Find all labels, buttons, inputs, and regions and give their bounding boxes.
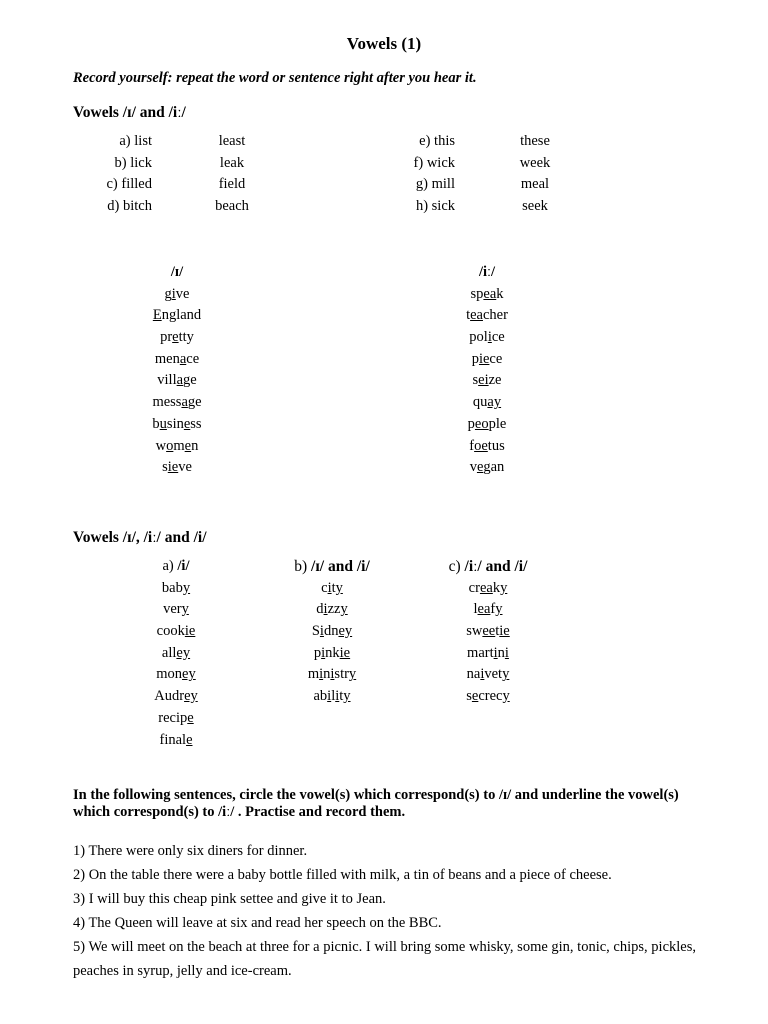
word: foetus [469, 437, 505, 454]
word: money [156, 666, 196, 683]
pair-row: a) list least [119, 133, 246, 149]
word: martini [467, 644, 509, 661]
exercise-instruction: In the following sentences, circle the vowel(s) which correspond(s) to /ɪ/ and underline the vowel(s) which correspond(s) to /iː/ . Practise and record them. [73, 787, 679, 820]
word: piece [471, 350, 503, 367]
column-header: a) /i/ [162, 558, 190, 574]
left-minimal-pairs [60, 131, 260, 218]
section1-heading: Vowels /ɪ/ and /iː/ [73, 104, 186, 121]
word: alley [161, 644, 191, 661]
ih-word-column [107, 262, 247, 479]
word: vegan [469, 459, 505, 476]
word: business [152, 415, 202, 432]
word: creaky [468, 579, 508, 596]
column-c-words [418, 578, 558, 708]
section3-heading: Vowels /ɪ/, /iː/ and /i/ [73, 529, 207, 546]
word: sweetie [466, 623, 510, 640]
word: secrecy [466, 688, 510, 705]
word: England [152, 307, 202, 324]
column-c [418, 556, 558, 708]
word: speak [470, 285, 504, 302]
word: finale [159, 731, 193, 748]
ih-words [107, 284, 247, 479]
word: pinkie [313, 644, 351, 661]
right-minimal-pairs [365, 131, 605, 218]
pair-row: f) wick week [413, 154, 551, 171]
word: sieve [162, 459, 192, 476]
sentence-5: 5) We will meet on the beach at three for a picnic. I will bring some whisky, some gin, tonic, chips, pickles, peaches in syrup, jelly and ice-cream. [73, 939, 696, 979]
word: naivety [466, 666, 510, 683]
word: leafy [473, 601, 503, 618]
column-header: /iː/ [478, 264, 496, 280]
word: baby [161, 579, 191, 596]
word: quay [472, 394, 502, 411]
word: teacher [466, 307, 508, 324]
word: recipe [158, 709, 194, 726]
word: seize [472, 372, 502, 389]
word: pretty [160, 329, 194, 346]
pair-row: d) bitch beach [107, 198, 249, 215]
column-header: c) /iː/ and /i/ [448, 558, 528, 575]
word: dizzy [316, 601, 348, 618]
word: ministry [307, 666, 357, 683]
word: people [467, 415, 507, 432]
word: give [164, 285, 190, 302]
column-a-words [111, 578, 241, 752]
pair-row: b) lick leak [114, 154, 245, 171]
word: Audrey [154, 688, 198, 705]
pair-row: g) mill meal [415, 176, 550, 193]
word: message [152, 394, 202, 411]
word: cookie [156, 623, 196, 640]
column-header: b) /ɪ/ and /i/ [294, 558, 370, 575]
sentence-2: 2) On the table there were a baby bottle filled with milk, a tin of beans and a piece of cheese. [73, 867, 612, 883]
word: women [155, 437, 199, 454]
pair-row: e) this these [419, 133, 550, 149]
word: Sidney [311, 623, 353, 640]
column-a [111, 556, 241, 751]
sentence-1: 1) There were only six diners for dinner. [73, 843, 308, 859]
ee-words [417, 284, 557, 479]
word: menace [154, 350, 200, 367]
page-title: Vowels (1) [346, 34, 422, 53]
column-b [262, 556, 402, 708]
sentence-3: 3) I will buy this cheap pink settee and give it to Jean. [73, 891, 386, 907]
word: very [163, 601, 189, 618]
column-b-words [262, 578, 402, 708]
word: ability [313, 688, 351, 705]
ee-word-column [417, 262, 557, 479]
word: police [469, 329, 505, 346]
instruction-text: Record yourself: repeat the word or sentence right after you hear it. [73, 70, 477, 86]
column-header: /ɪ/ [170, 264, 184, 280]
pair-row: h) sick seek [415, 198, 548, 215]
pair-row: c) filled field [106, 176, 246, 193]
word: city [321, 579, 343, 596]
word: village [157, 372, 197, 389]
sentence-4: 4) The Queen will leave at six and read her speech on the BBC. [73, 915, 442, 931]
